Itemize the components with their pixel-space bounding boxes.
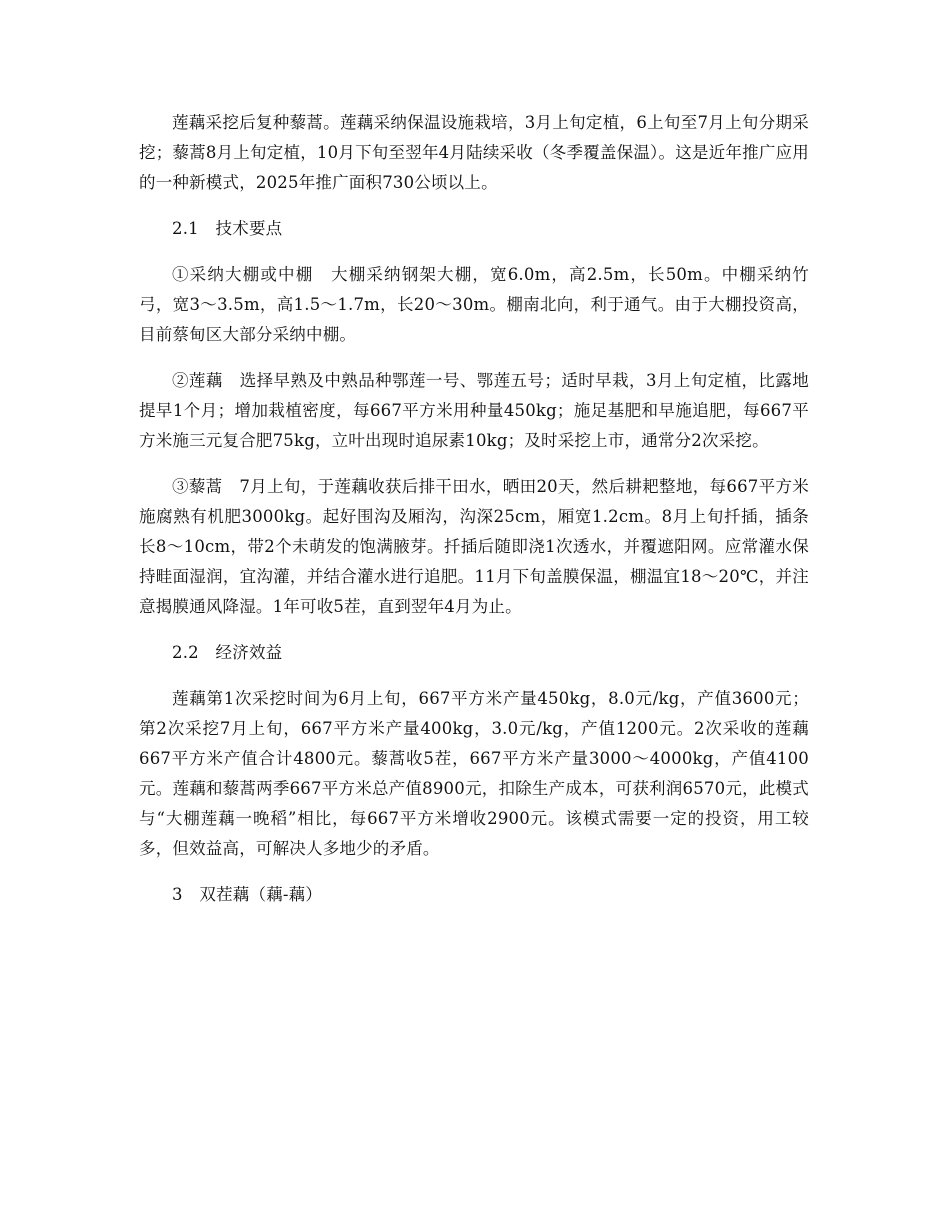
- paragraph-greenhouse: ①采纳大棚或中棚 大棚采纳钢架大棚，宽6.0m，高2.5m，长50m。中棚采纳竹弓，宽3～3.5m，高1.5～1.7m，长20～30m。棚南北向，利于通气。由于大棚投资高，目前蔡甸区大部分采纳中棚。: [139, 265, 809, 344]
- document-page: [139, 108, 809, 926]
- paragraph-artemisia: ③藜蒿 7月上旬，于莲藕收获后排干田水，晒田20天，然后耕耙整地，每667平方米施腐熟有机肥3000kg。起好围沟及厢沟，沟深25cm，厢宽1.2cm。8月上旬扦插，插条长8～10cm，带2个未萌发的饱满腋芽。扦插后随即浇1次透水，并覆遮阳网。应常灌水保持畦面湿润，宜沟灌，并结合灌水进行追肥。11月下旬盖膜保温，棚温宜18～20℃，并注意揭膜通风降湿。1年可收5茬，直到翌年4月为止。: [139, 477, 809, 616]
- section-heading-2-1: 2.1 技术要点: [172, 219, 283, 238]
- paragraph-lotus-root: ②莲藕 选择早熟及中熟品种鄂莲一号、鄂莲五号；适时早栽，3月上旬定植，比露地提早1个月；增加栽植密度，每667平方米用种量450kg；施足基肥和早施追肥，每667平方米施三元复合肥75kg，立叶出现时追尿素10kg；及时采挖上市，通常分2次采挖。: [139, 371, 809, 450]
- paragraph-intro: 莲藕采挖后复种藜蒿。莲藕采纳保温设施栽培，3月上旬定植，6上旬至7月上旬分期采挖；藜蒿8月上旬定植，10月下旬至翌年4月陆续采收（冬季覆盖保温）。这是近年推广应用的一种新模式，2025年推广面积730公顷以上。: [139, 113, 809, 192]
- section-heading-2-2: 2.2 经济效益: [172, 643, 283, 662]
- section-heading-3: 3 双茬藕（藕-藕）: [172, 885, 323, 904]
- paragraph-economic-benefit: 莲藕第1次采挖时间为6月上旬，667平方米产量450kg，8.0元/kg，产值3600元；第2次采挖7月上旬，667平方米产量400kg，3.0元/kg，产值1200元。2次采收的莲藕667平方米产值合计4800元。藜蒿收5茬，667平方米产量3000～4000kg，产值4100元。莲藕和藜蒿两季667平方米总产值8900元，扣除生产成本，可获利润6570元，此模式与“大棚莲藕一晚稻”相比，每667平方米增收2900元。该模式需要一定的投资，用工较多，但效益高，可解决人多地少的矛盾。: [139, 689, 809, 858]
